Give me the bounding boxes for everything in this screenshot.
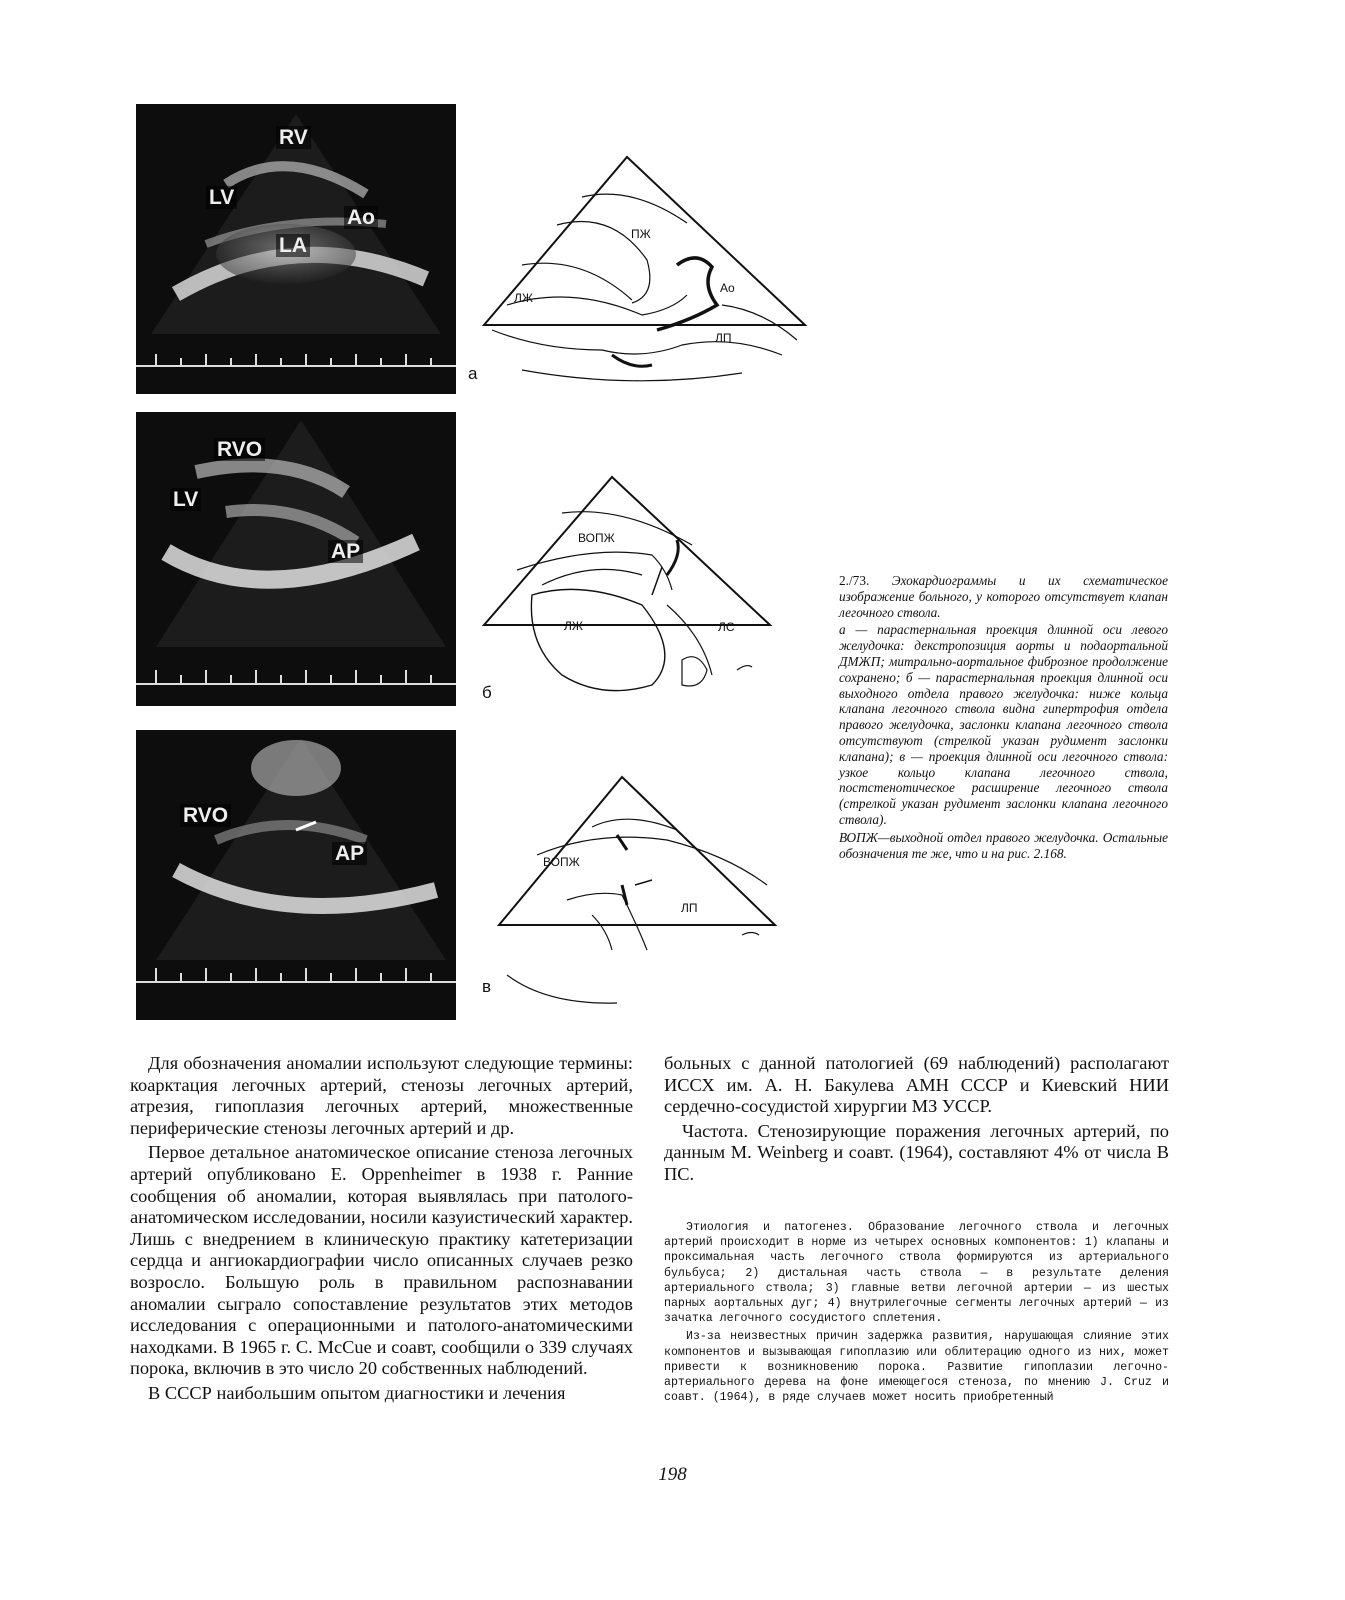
paragraph: больных с данной патологией (69 наблюдений) располагают ИССХ им. А. Н. Бакулева АМН СССР и Киевский НИИ сердечно-сосудистой хирургии МЗ УССР.: [664, 1053, 1169, 1117]
echo-label-ap: AP: [332, 842, 367, 865]
page-number: 198: [658, 1464, 687, 1485]
panel-letter-b: б: [482, 683, 492, 702]
paragraph: Первое детальное анатомическое описание стеноза легочных артерий опубликовано E. Oppenheimer в 1938 г. Ранние сообщения об аномалии, которая выявлялась при патолого-анатомическом исследовании, носили казуистический характер. Лишь с внедрением в клиническую практику катетеризации сердца и ангиокардиографии число описанных случаев резко возросло. Большую роль в правильном распознавании аномалии сыграло сопоставление результатов этих методов исследования с операционными и патолого-анатомическими находками. В 1965 г. С. McCue и соавт, сообщили о 339 случаях порока, включив в это число 20 собственных наблюдений.: [130, 1142, 633, 1379]
caption-body: а — парастернальная проекция длинной оси левого желудочка: декстропозиция аорты и подаортальной ДМЖП; митрально-аортальное фиброзное продолжение сохранено; б — парастернальная проекция длинной оси выходного отдела правого желудочка: ниже кольца клапана легочного ствола видна гипертрофия отдела правого желудочка, заслонки клапана легочного ствола отсутствуют (стрелкой указан рудимент заслонки клапана); в — проекция длинной оси легочного ствола: узкое кольцо клапана легочного ствола, постстенотическое расширение легочного ствола (стрелкой указан рудимент заслонки клапана легочного ствола).: [839, 622, 1168, 827]
schem-label-ao: Ао: [720, 281, 735, 295]
echo-image-b: [136, 412, 456, 706]
echo-label-la: LA: [276, 234, 310, 257]
schem-label-pzh: ПЖ: [631, 227, 651, 241]
echocardiogram-a: [136, 104, 456, 394]
figure-caption: [839, 573, 1168, 863]
schem-label-lzh: ЛЖ: [514, 291, 533, 305]
paragraph: Из-за неизвестных причин задержка развития, нарушающая слияние этих компонентов и вызывающая гипоплазию или облитерацию одного из них, может привести к возникновению порока. Развитие гипоплазии легочно-артериального дерева на фоне имеющегося стеноза, по мнению J. Cruz и соавт. (1964), в ряде случаев может носить приобретенный: [664, 1330, 1169, 1405]
schem-label-lzh: ЛЖ: [564, 619, 583, 633]
paragraph: Частота. Стенозирующие поражения легочных артерий, по данным М. Weinberg и соавт. (1964), составляют 4% от числа В ПС.: [664, 1120, 1169, 1184]
echo-label-rvo: RVO: [214, 438, 265, 461]
echo-label-ap: AP: [328, 540, 363, 563]
schematic-v: [497, 775, 777, 1007]
caption-title: Эхокардиограммы и их схематическое изображение больного, у которого отсутствует клапан легочного ствола.: [839, 573, 1168, 620]
schem-label-vopzh: ВОПЖ: [578, 531, 615, 545]
caption-note: ВОПЖ—выходной отдел правого желудочка. Остальные обозначения те же, что и на рис. 2.168.: [839, 829, 1168, 861]
schematic-drawing-b: [482, 475, 772, 705]
paragraph: Этиология и патогенез. Образование легочного ствола и легочных артерий происходит в норме из четырех основных компонентов: 1) клапаны и проксимальная часть легочного ствола формируются из артериального бульбуса; 2) дистальная часть ствола — в результате деления артериального ствола; 3) главные ветви легочной артерии — из шестых парных аортальных дуг; 4) внутрилегочные сегменты легочных артерий — из зачатка легочного сосудистого сплетения.: [664, 1221, 1169, 1326]
echocardiogram-v: [136, 730, 456, 1020]
schematic-drawing-v: [497, 775, 777, 1007]
schematic-b: [482, 475, 772, 705]
echo-image-v: [136, 730, 456, 1020]
figure-number: 2./73.: [839, 573, 870, 588]
echo-label-rv: RV: [276, 126, 311, 149]
schematic-drawing-a: [482, 155, 808, 385]
schem-label-lp: ЛП: [681, 901, 698, 915]
echocardiogram-b: [136, 412, 456, 706]
panel-letter-a: а: [468, 364, 478, 383]
echo-label-lv: LV: [206, 186, 237, 209]
right-column: [664, 1053, 1169, 1186]
echo-label-lv: LV: [170, 488, 201, 511]
caption-title-line: [839, 573, 1168, 620]
schematic-a: [482, 155, 808, 385]
paragraph: Для обозначения аномалии используют следующие термины: коарктация легочных артерий, стенозы легочных артерий, атрезия, гипоплазия легочных артерий, множественные периферические стенозы легочных артерий и др.: [130, 1053, 633, 1138]
echo-label-ao: Ao: [344, 206, 378, 229]
paragraph: В СССР наибольшим опытом диагностики и лечения: [148, 1382, 566, 1403]
schem-label-lp: ЛП: [715, 331, 732, 345]
left-column: [130, 1053, 633, 1405]
schem-label-vopzh: ВОПЖ: [543, 855, 580, 869]
schem-label-ls: ЛС: [718, 620, 735, 634]
panel-letter-v: в: [482, 977, 492, 996]
echo-label-rvo: RVO: [180, 804, 231, 827]
small-print-section: [664, 1220, 1169, 1405]
